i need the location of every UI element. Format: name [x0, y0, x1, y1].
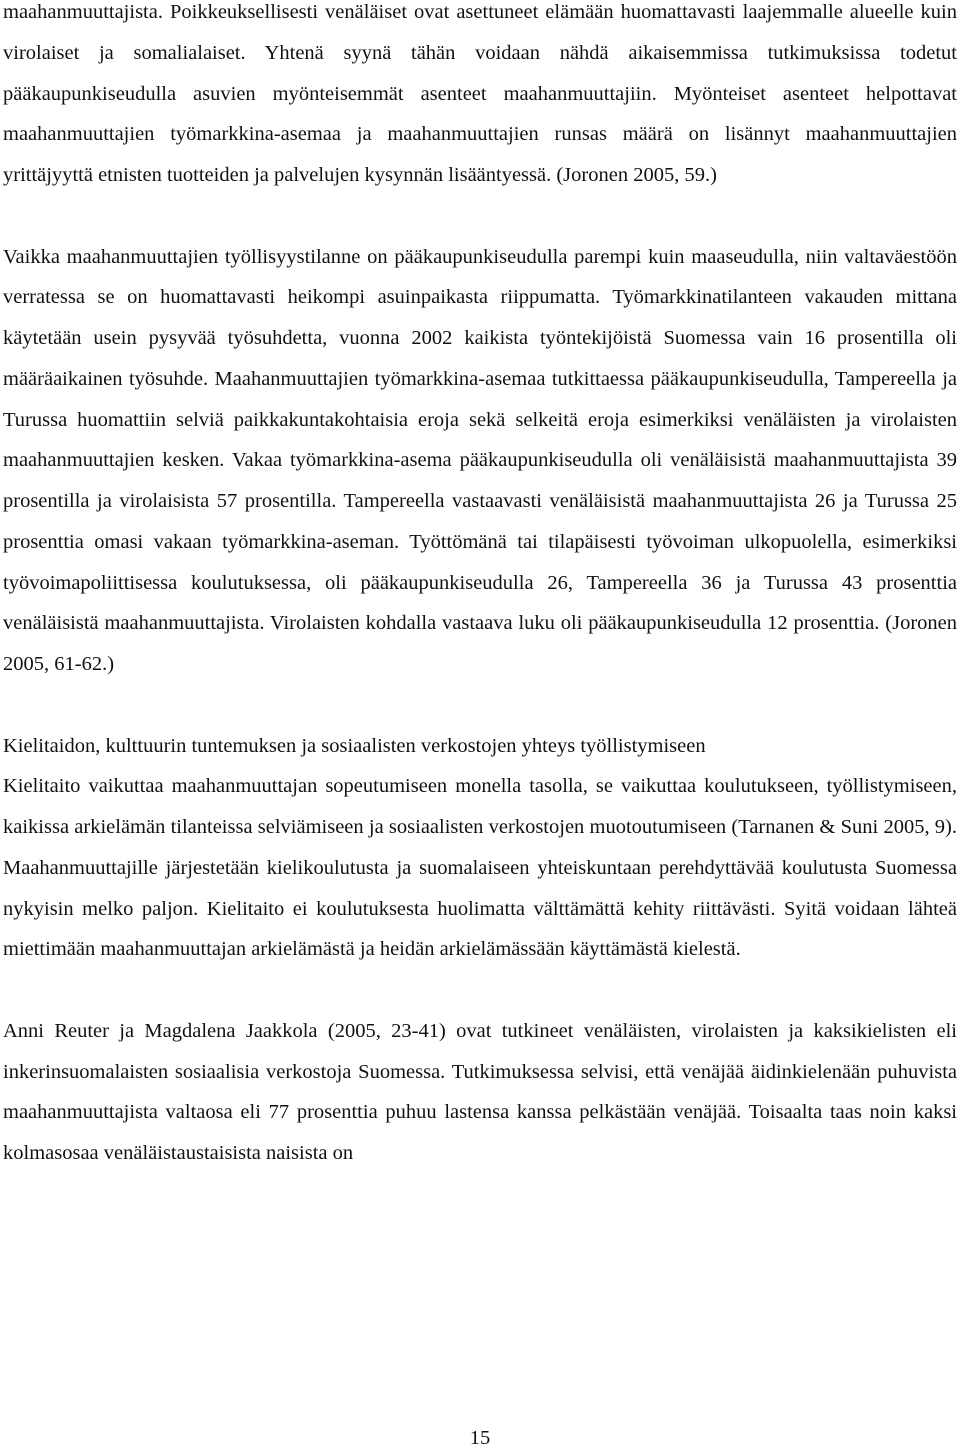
paragraph-employment-situation: Vaikka maahanmuuttajien työllisyystilanne on pääkaupunkiseudulla parempi kuin maaseudulla, niin valtaväestöön verratessa se on huomattavasti heikompi asuinpaikasta riippumatta. Työmarkkinatilanteen vakauden mittana käytetään usein pysyvää työsuhdetta, vuonna 2002 kaikista työntekijöistä Suomessa vain 16 prosentilla oli määräaikainen työsuhde. Maahanmuuttajien työmarkkina-asemaa tutkittaessa pääkaupunkiseudulla, Tampereella ja Turussa huomattiin selviä paikkakuntakohtaisia eroja sekä selkeitä eroja esimerkiksi venäläisten ja virolaisten maahanmuuttajien kesken. Vakaa työmarkkina-asema pääkaupunkiseudulla oli venäläisistä maahanmuuttajista 39 prosentilla ja virolaisista 57 prosentilla. Tampereella vastaavasti venäläisistä maahanmuuttajista 26 ja Turussa 25 prosenttia omasi vakaan työmarkkina-aseman. Työttömänä tai tilapäisesti työvoiman ulkopuolella, esimerkiksi työvoimapoliittisessa koulutuksessa, oli pääkaupunkiseudulla 26, Tampereella 36 ja Turussa 43 prosenttia venäläisistä maahanmuuttajista. Virolaisten kohdalla vastaava luku oli pääkaupunkiseudulla 12 prosenttia. (Joronen 2005, 61-62.) — [3, 245, 957, 675]
paragraph-social-networks: Anni Reuter ja Magdalena Jaakkola (2005, 23-41) ovat tutkineet venäläisten, virolaisten ja kaksikielisten eli inkerinsuomalaisten sosiaalisia verkostoja Suomessa. Tutkimuksessa selvisi, että venäjää äidinkielenään puhuvista maahanmuuttajista valtaosa eli 77 prosenttia puhuu lastensa kanssa pelkästään venäjää. Toisaalta taas noin kaksi kolmasosaa venäläistaustaisista naisista on — [3, 1019, 957, 1164]
document-page — [3, 0, 957, 1174]
paragraph-language-skills: Kielitaito vaikuttaa maahanmuuttajan sopeutumiseen monella tasolla, se vaikuttaa koulutukseen, työllistymiseen, kaikissa arkielämän tilanteissa selviämiseen ja sosiaalisten verkostojen muotoutumiseen (Tarnanen & Suni 2005, 9). Maahanmuuttajille järjestetään kielikoulutusta ja suomalaiseen yhteiskuntaan perehdyttävää koulutusta Suomessa nykyisin melko paljon. Kielitaito ei koulutuksesta huolimatta välttämättä kehity riittävästi. Syitä voidaan lähteä miettimään maahanmuuttajan arkielämästä ja heidän arkielämässään käyttämästä kielestä. — [3, 775, 957, 961]
paragraph-spacer — [3, 970, 957, 1011]
paragraph-spacer — [3, 196, 957, 237]
paragraph-immigrant-attitudes: maahanmuuttajista. Poikkeuksellisesti venäläiset ovat asettuneet elämään huomattavasti laajemmalle alueelle kuin virolaiset ja somalialaiset. Yhtenä syynä tähän voidaan nähdä aikaisemmissa tutkimuksissa todetut pääkaupunkiseudulla asuvien myönteisemmät asenteet maahanmuuttajiin. Myönteiset asenteet helpottavat maahanmuuttajien työmarkkina-asemaa ja maahanmuuttajien runsas määrä on lisännyt maahanmuuttajien yrittäjyyttä etnisten tuotteiden ja palvelujen kysynnän lisääntyessä. (Joronen 2005, 59.) — [3, 1, 957, 186]
page-number: 15 — [469, 1427, 491, 1449]
section-heading: Kielitaidon, kulttuurin tuntemuksen ja sosiaalisten verkostojen yhteys työllistymiseen — [3, 734, 706, 757]
paragraph-spacer — [3, 685, 957, 726]
